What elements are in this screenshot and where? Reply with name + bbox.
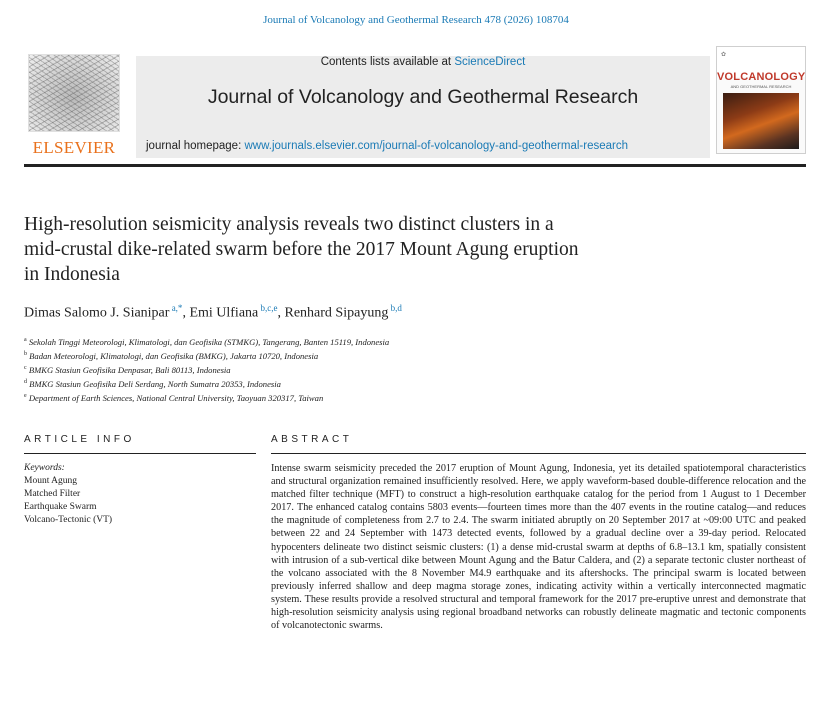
journal-header	[24, 40, 806, 158]
keyword-item: Mount Agung	[24, 476, 78, 486]
journal-cover[interactable]	[716, 46, 806, 154]
cover-title: VOLCANOLOGY	[717, 71, 806, 83]
abstract-text: Intense swarm seismicity preceded the 2017 eruption of Mount Agung, Indonesia, yet its detailed spatiotemporal characteristics and structural organization remained insufficiently resolved. Here, we apply waveform-based double-difference relocation and the matched filter technique (MFT) to construct a high-resolution earthquake catalog for the period from 1 August to 1 December 2017. The enhanced catalog contains 5803 events—fourteen times more than the 407 events in the routine catalog—and reduces the magnitude of completeness from 2.7 to 2.4. The swarm initiated abruptly on 20 September 2017 at ~09:00 UTC and peaked between 22 and 24 September with 1473 detected events, followed by a gradual decline over a 39-day period. Relocated hypocenters delineate two distinct seismic clusters: (1) a dense mid-crustal swarm at depths of 6.8–13.1 km, spatially consistent with intrusion of a sub-vertical dike between Mount Agung and the Batur Caldera, and (2) a separate tectonic cluster northeast of the volcano associated with the 8 November M4.9 earthquake and its aftershocks. The principal swarm is located between previously inferred shallow and deep magma storage zones, indicating activity within a vertically interconnected magmatic system. These results provide a resolved structural and temporal framework for the 2017 pre-eruptive unrest and demonstrate that high-resolution seismicity analysis using regional broadband networks can robustly delineate magmatic and tectonic components of volcanotectonic swarms.	[271, 463, 806, 632]
author-affiliation-mark[interactable]: a,*	[171, 303, 183, 313]
article-info-rule	[24, 453, 256, 454]
title-line: High-resolution seismicity analysis reveals two distinct clusters in a	[24, 214, 554, 235]
author-name[interactable]: Renhard Sipayung	[284, 305, 389, 321]
abstract-rule	[271, 453, 806, 454]
sciencedirect-link[interactable]: ScienceDirect	[454, 56, 526, 68]
title-line: in Indonesia	[24, 264, 120, 285]
homepage-link[interactable]: www.journals.elsevier.com/journal-of-volcanology-and-geothermal-research	[244, 140, 628, 152]
header-rule	[24, 164, 806, 167]
abstract-heading: ABSTRACT	[271, 434, 353, 445]
cover-image	[723, 93, 799, 149]
affiliations	[24, 334, 389, 404]
title-line: mid-crustal dike-related swarm before the 2017 Mount Agung eruption	[24, 239, 579, 260]
keyword-item: Volcano-Tectonic (VT)	[24, 515, 113, 525]
article-title	[24, 212, 724, 287]
affiliation-item: $^c$ BMKG Stasiun Geofisika Denpasar, Bali 80113, Indonesia	[24, 364, 231, 375]
author-affiliation-mark[interactable]: b,d	[390, 303, 402, 313]
contents-prefix: Contents lists available at	[320, 56, 455, 68]
keyword-item: Earthquake Swarm	[24, 502, 97, 512]
homepage-line	[146, 140, 628, 152]
article-info-heading: ARTICLE INFO	[24, 434, 135, 445]
homepage-prefix: journal homepage:	[146, 140, 245, 152]
publisher-name: ELSEVIER	[32, 138, 116, 157]
tree-logo-icon	[28, 54, 120, 132]
affiliation-item: $^e$ Department of Earth Sciences, National Central University, Taoyuan 320317, Taiwan	[24, 393, 324, 404]
author-affiliation-mark[interactable]: b,c,e	[260, 303, 278, 313]
keyword-item: Matched Filter	[24, 489, 81, 499]
cover-publisher-icon: ✿	[721, 52, 727, 58]
contents-line	[136, 56, 710, 68]
author-name[interactable]: Emi Ulfiana	[189, 305, 259, 321]
journal-citation[interactable]: Journal of Volcanology and Geothermal Research 478 (2026) 108704	[263, 14, 569, 26]
affiliation-item: $^b$ Badan Meteorologi, Klimatologi, dan Geofisika (BMKG), Jakarta 10720, Indonesia	[24, 350, 319, 361]
publisher-logo[interactable]	[24, 54, 124, 158]
affiliation-item: $^a$ Sekolah Tinggi Meteorologi, Klimatologi, dan Geofisika (STMKG), Tangerang, Banten 15119, Indonesia	[24, 336, 390, 347]
journal-banner	[136, 56, 710, 158]
cover-subtitle: AND GEOTHERMAL RESEARCH	[730, 84, 792, 89]
author-list: Dimas Salomo J. Sianipar $^{a,*}$, Emi Ulfiana $^{b,c,e}$, Renhard Sipayung $^{b,d}$	[24, 303, 402, 321]
author-name[interactable]: Dimas Salomo J. Sianipar	[24, 305, 170, 321]
journal-title: Journal of Volcanology and Geothermal Research	[207, 86, 639, 108]
keywords-block	[24, 462, 112, 527]
affiliation-item: $^d$ BMKG Stasiun Geofisika Deli Serdang, North Sumatra 20353, Indonesia	[24, 379, 281, 390]
keywords-label: Keywords:	[24, 463, 65, 473]
